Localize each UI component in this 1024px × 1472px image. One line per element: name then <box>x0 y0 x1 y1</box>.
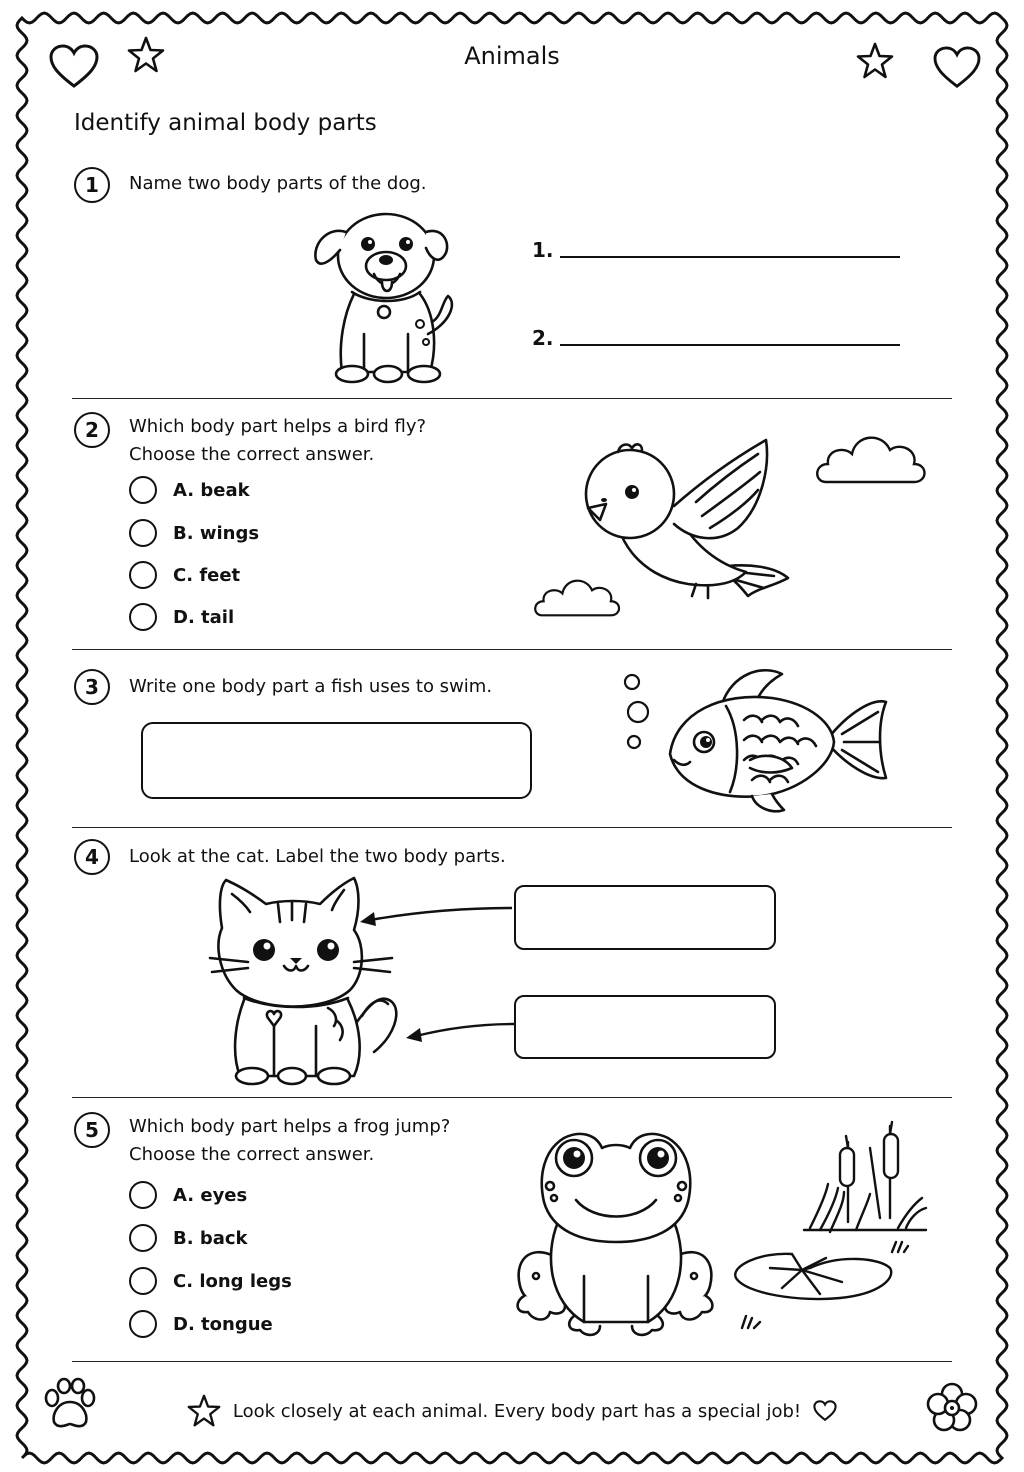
arrow-icon <box>356 898 516 930</box>
radio-button[interactable] <box>129 1310 157 1338</box>
radio-button[interactable] <box>129 1267 157 1295</box>
question-1-text: Name two body parts of the dog. <box>129 173 427 194</box>
section-divider <box>72 1097 952 1098</box>
question-2-option-c[interactable] <box>129 561 240 589</box>
question-4-number: 4 <box>74 839 110 875</box>
radio-button[interactable] <box>129 1224 157 1252</box>
frog-illustration <box>514 1126 718 1340</box>
question-5-number: 5 <box>74 1112 110 1148</box>
question-5-instruction: Choose the correct answer. <box>129 1144 375 1165</box>
cloud-icon <box>814 424 930 488</box>
radio-button[interactable] <box>129 561 157 589</box>
option-label: A. eyes <box>173 1184 248 1206</box>
question-5-option-b[interactable] <box>129 1224 248 1252</box>
option-label: C. long legs <box>173 1270 292 1292</box>
arrow-icon <box>402 1016 516 1044</box>
question-4-text: Look at the cat. Label the two body parts. <box>129 846 506 867</box>
answer-1-label: 1. <box>532 238 554 262</box>
option-label: A. beak <box>173 479 250 501</box>
question-5-text: Which body part helps a frog jump? <box>129 1116 451 1137</box>
option-label: B. wings <box>173 522 260 544</box>
radio-button[interactable] <box>129 1181 157 1209</box>
option-label: C. feet <box>173 564 241 586</box>
option-label: B. back <box>173 1227 248 1249</box>
star-icon <box>187 1394 221 1428</box>
page-title: Animals <box>464 42 560 70</box>
question-5-option-d[interactable] <box>129 1310 273 1338</box>
cat-label-box-1[interactable] <box>514 885 776 950</box>
radio-button[interactable] <box>129 519 157 547</box>
option-label: D. tail <box>173 606 235 628</box>
bird-illustration <box>578 436 798 612</box>
question-2-option-b[interactable] <box>129 519 259 547</box>
footer-text: Look closely at each animal. Every body part has a special job! <box>232 1400 802 1422</box>
question-3-answer-box[interactable] <box>141 722 532 799</box>
footer-line <box>0 1394 1024 1428</box>
question-2-option-d[interactable] <box>129 603 234 631</box>
section-divider <box>72 827 952 828</box>
option-label: D. tongue <box>173 1313 273 1335</box>
section-divider <box>72 398 952 399</box>
question-3-text: Write one body part a fish uses to swim. <box>129 676 493 697</box>
radio-button[interactable] <box>129 603 157 631</box>
cat-label-box-2[interactable] <box>514 995 776 1059</box>
question-2-text: Which body part helps a bird fly? <box>129 416 427 437</box>
section-divider <box>72 1361 952 1362</box>
question-2-instruction: Choose the correct answer. <box>129 444 375 465</box>
worksheet-subtitle: Identify animal body parts <box>74 110 377 136</box>
answer-2-label: 2. <box>532 326 554 350</box>
heart-icon <box>813 1400 837 1422</box>
answer-1-line[interactable] <box>560 256 900 258</box>
question-2-option-a[interactable] <box>129 476 250 504</box>
fish-illustration <box>652 664 892 816</box>
question-5-option-c[interactable] <box>129 1267 292 1295</box>
answer-2-line[interactable] <box>560 344 900 346</box>
dog-illustration <box>308 204 468 384</box>
section-divider <box>72 649 952 650</box>
radio-button[interactable] <box>129 476 157 504</box>
lily-pad-and-reeds-illustration <box>730 1118 930 1334</box>
question-3-number: 3 <box>74 669 110 705</box>
question-1-number: 1 <box>74 167 110 203</box>
question-5-option-a[interactable] <box>129 1181 247 1209</box>
question-2-number: 2 <box>74 412 110 448</box>
